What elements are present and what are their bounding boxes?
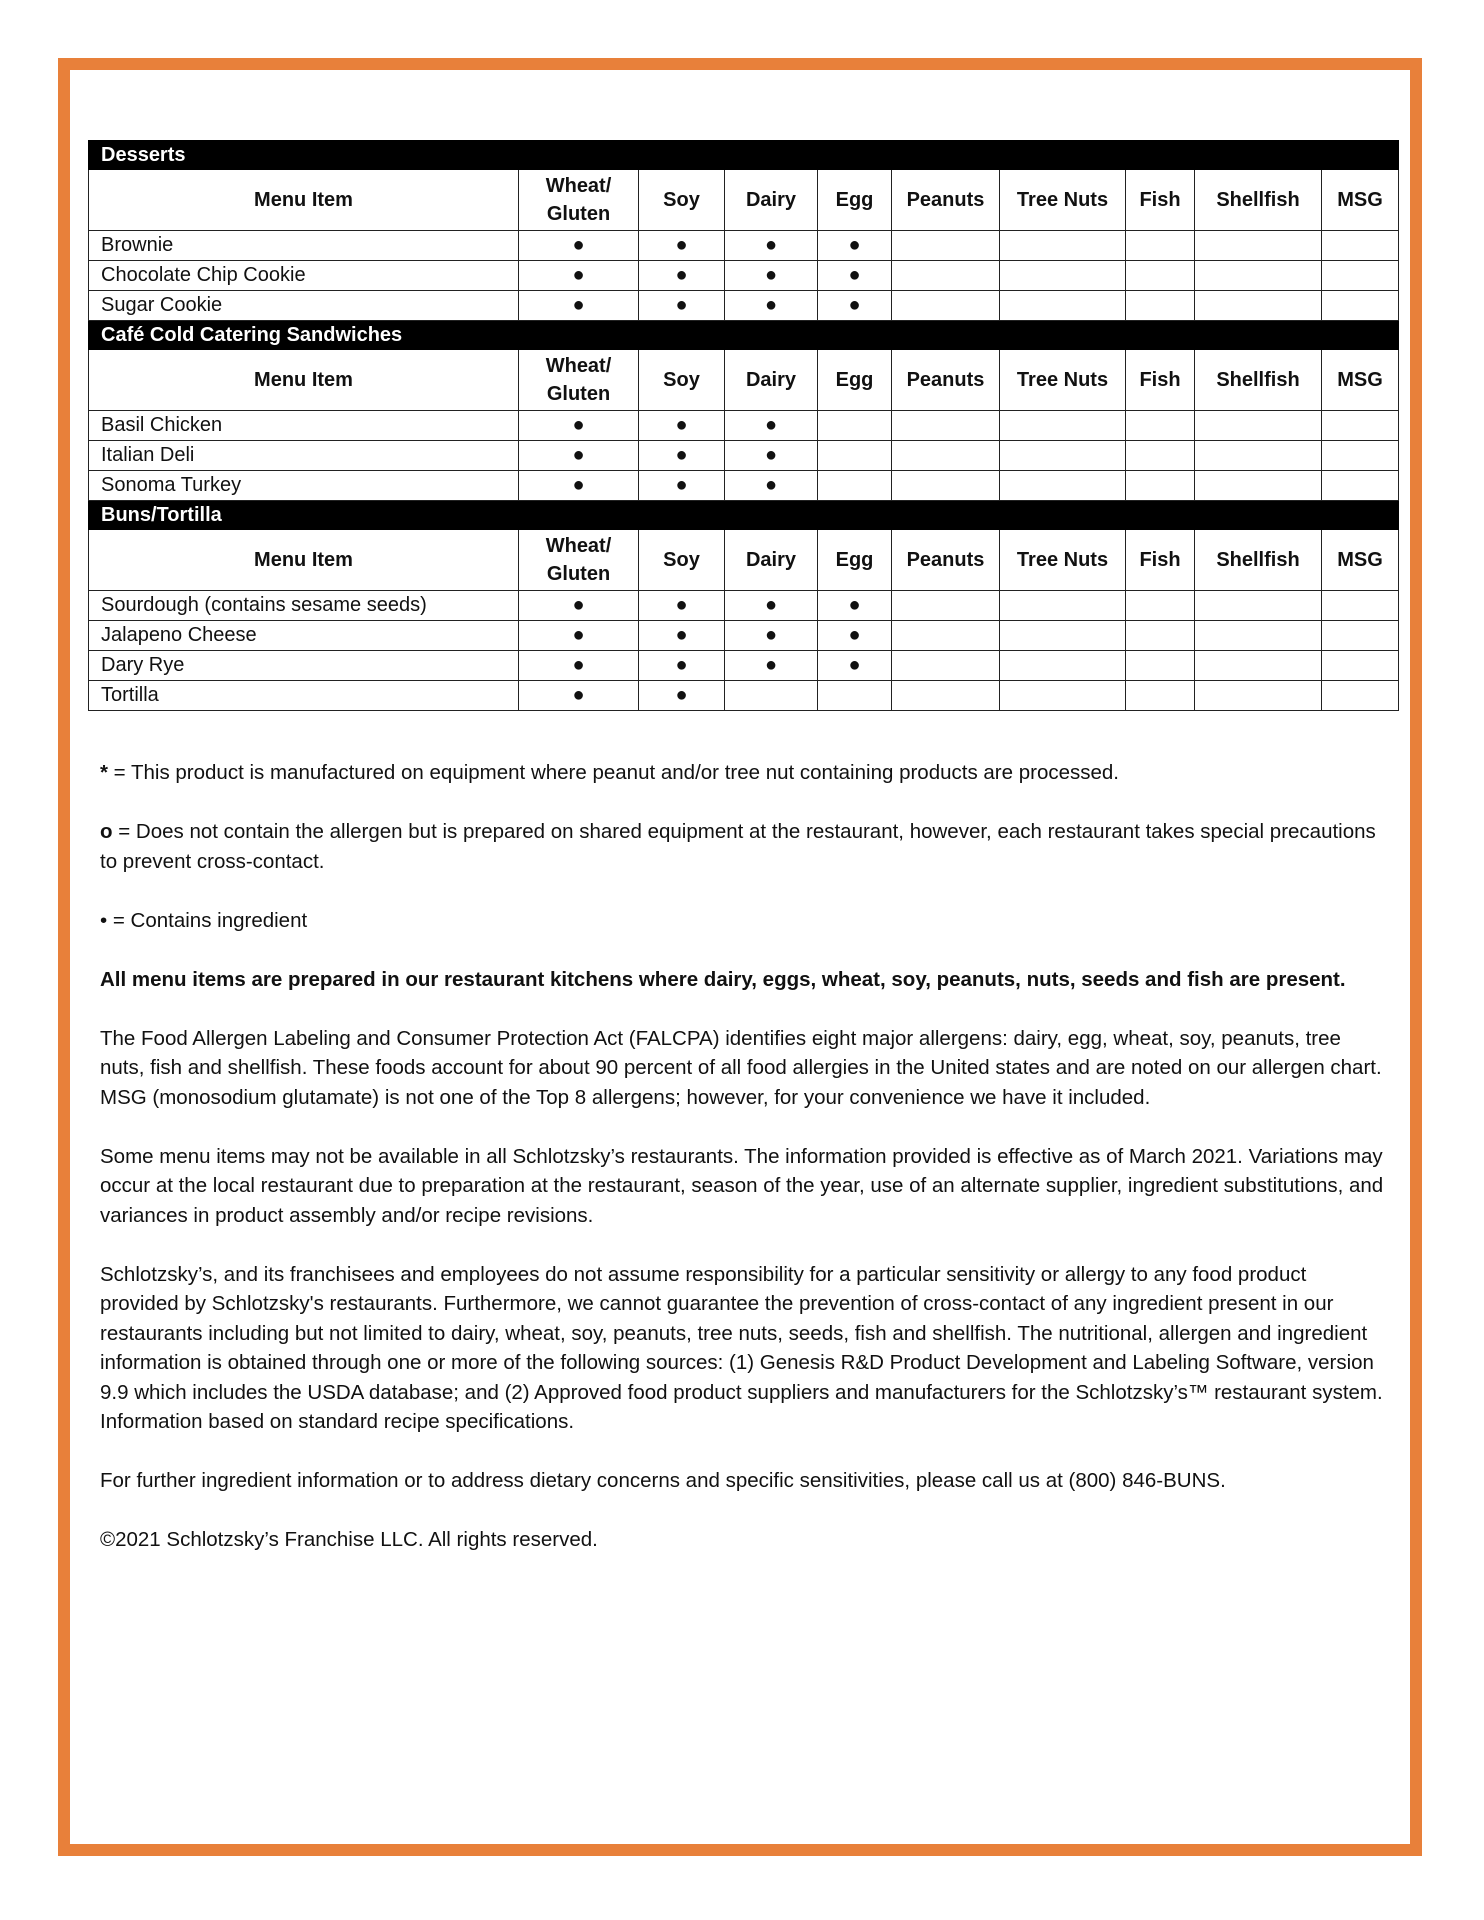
section-title: Desserts (89, 141, 1399, 170)
column-header: MSG (1322, 170, 1399, 231)
contains-dot: ● (519, 681, 639, 711)
empty-cell (1195, 261, 1322, 291)
contains-dot: ● (519, 441, 639, 471)
column-header: Tree Nuts (1000, 170, 1126, 231)
contains-dot: ● (818, 291, 892, 321)
empty-cell (1000, 441, 1126, 471)
contains-dot: ● (639, 651, 725, 681)
contains-dot: ● (725, 441, 818, 471)
empty-cell (1322, 651, 1399, 681)
section-header-row (89, 501, 1399, 530)
contains-dot: ● (639, 681, 725, 711)
contains-dot: ● (725, 261, 818, 291)
contains-dot: ● (725, 591, 818, 621)
column-header-row (89, 170, 1399, 231)
menu-item-name: Chocolate Chip Cookie (89, 261, 519, 291)
allergen-chart (88, 140, 1398, 711)
section-header-row (89, 141, 1399, 170)
contains-dot: ● (519, 471, 639, 501)
contains-dot: ● (519, 231, 639, 261)
empty-cell (892, 261, 1000, 291)
column-header: Soy (639, 170, 725, 231)
contact-paragraph: For further ingredient information or to address dietary concerns and specific sensitivities, please call us at (800) 846-BUNS. (100, 1469, 1226, 1492)
menu-item-name: Brownie (89, 231, 519, 261)
empty-cell (1195, 621, 1322, 651)
contains-dot: ● (639, 231, 725, 261)
menu-item-name: Dary Rye (89, 651, 519, 681)
menu-item-name: Sonoma Turkey (89, 471, 519, 501)
column-header-row (89, 530, 1399, 591)
contains-dot: ● (519, 411, 639, 441)
empty-cell (1000, 291, 1126, 321)
notes-section (100, 758, 1390, 1584)
contains-dot: ● (639, 471, 725, 501)
column-header: Shellfish (1195, 170, 1322, 231)
table-row (89, 291, 1399, 321)
table-row (89, 441, 1399, 471)
contains-dot: ● (818, 231, 892, 261)
column-header: Egg (818, 350, 892, 411)
menu-item-name: Sugar Cookie (89, 291, 519, 321)
empty-cell (1000, 621, 1126, 651)
empty-cell (892, 621, 1000, 651)
section-title: Buns/Tortilla (89, 501, 1399, 530)
contains-dot: ● (818, 591, 892, 621)
table-row (89, 621, 1399, 651)
contains-dot: ● (725, 621, 818, 651)
contains-dot: ● (818, 621, 892, 651)
empty-cell (892, 471, 1000, 501)
empty-cell (892, 441, 1000, 471)
menu-item-name: Jalapeno Cheese (89, 621, 519, 651)
empty-cell (892, 681, 1000, 711)
empty-cell (1322, 291, 1399, 321)
empty-cell (892, 591, 1000, 621)
empty-cell (1126, 291, 1195, 321)
empty-cell (1195, 291, 1322, 321)
empty-cell (818, 441, 892, 471)
empty-cell (1322, 441, 1399, 471)
table-row (89, 411, 1399, 441)
column-header: Fish (1126, 170, 1195, 231)
empty-cell (1195, 651, 1322, 681)
empty-cell (1195, 441, 1322, 471)
allergen-table (88, 140, 1399, 711)
contains-dot: ● (639, 261, 725, 291)
contains-dot: ● (725, 291, 818, 321)
empty-cell (1000, 591, 1126, 621)
contains-dot: ● (725, 651, 818, 681)
empty-cell (1000, 471, 1126, 501)
column-header: Peanuts (892, 170, 1000, 231)
empty-cell (1126, 411, 1195, 441)
column-header: Peanuts (892, 350, 1000, 411)
contains-dot: ● (519, 291, 639, 321)
menu-item-name: Sourdough (contains sesame seeds) (89, 591, 519, 621)
table-row (89, 471, 1399, 501)
column-header: Menu Item (89, 530, 519, 591)
empty-cell (1000, 651, 1126, 681)
empty-cell (818, 411, 892, 441)
contains-dot: ● (519, 651, 639, 681)
column-header: Soy (639, 530, 725, 591)
column-header: Menu Item (89, 170, 519, 231)
empty-cell (1000, 681, 1126, 711)
empty-cell (1000, 411, 1126, 441)
column-header: Shellfish (1195, 530, 1322, 591)
contains-dot: ● (725, 471, 818, 501)
table-row (89, 681, 1399, 711)
empty-cell (1195, 591, 1322, 621)
empty-cell (1322, 621, 1399, 651)
contains-dot: ● (639, 411, 725, 441)
column-header: Peanuts (892, 530, 1000, 591)
empty-cell (1195, 471, 1322, 501)
column-header: MSG (1322, 530, 1399, 591)
shared-equipment-note: o = Does not contain the allergen but is prepared on shared equipment at the restaurant, however, each restaurant takes special precautions to prevent cross-contact. (100, 820, 1376, 873)
empty-cell (1126, 591, 1195, 621)
contains-dot: ● (519, 621, 639, 651)
column-header: Tree Nuts (1000, 350, 1126, 411)
column-header: MSG (1322, 350, 1399, 411)
column-header: Egg (818, 170, 892, 231)
column-header: Tree Nuts (1000, 530, 1126, 591)
table-row (89, 591, 1399, 621)
column-header: Dairy (725, 170, 818, 231)
contains-dot: ● (519, 261, 639, 291)
kitchen-warning: All menu items are prepared in our restaurant kitchens where dairy, eggs, wheat, soy, peanuts, nuts, seeds and fish are present. (100, 967, 1346, 991)
column-header-row (89, 350, 1399, 411)
column-header: Wheat/ Gluten (519, 170, 639, 231)
table-row (89, 651, 1399, 681)
menu-item-name: Basil Chicken (89, 411, 519, 441)
column-header: Fish (1126, 350, 1195, 411)
empty-cell (1322, 411, 1399, 441)
empty-cell (1322, 591, 1399, 621)
empty-cell (725, 681, 818, 711)
empty-cell (892, 291, 1000, 321)
empty-cell (1126, 651, 1195, 681)
column-header: Egg (818, 530, 892, 591)
empty-cell (818, 471, 892, 501)
empty-cell (1195, 411, 1322, 441)
empty-cell (1126, 471, 1195, 501)
empty-cell (892, 411, 1000, 441)
empty-cell (892, 651, 1000, 681)
empty-cell (1000, 261, 1126, 291)
empty-cell (1322, 231, 1399, 261)
section-title: Café Cold Catering Sandwiches (89, 321, 1399, 350)
asterisk-note: * = This product is manufactured on equipment where peanut and/or tree nut containing products are processed. (100, 761, 1119, 784)
column-header: Wheat/ Gluten (519, 350, 639, 411)
contains-dot: ● (725, 411, 818, 441)
table-row (89, 231, 1399, 261)
column-header: Fish (1126, 530, 1195, 591)
column-header: Wheat/ Gluten (519, 530, 639, 591)
contains-dot: ● (639, 291, 725, 321)
empty-cell (1322, 681, 1399, 711)
copyright: ©2021 Schlotzsky’s Franchise LLC. All rights reserved. (100, 1528, 598, 1551)
contains-dot: ● (639, 441, 725, 471)
menu-item-name: Tortilla (89, 681, 519, 711)
column-header: Shellfish (1195, 350, 1322, 411)
column-header: Dairy (725, 350, 818, 411)
contains-dot: ● (639, 621, 725, 651)
contains-dot: ● (519, 591, 639, 621)
empty-cell (818, 681, 892, 711)
menu-item-name: Italian Deli (89, 441, 519, 471)
column-header: Soy (639, 350, 725, 411)
contains-note: • = Contains ingredient (100, 908, 308, 932)
empty-cell (1195, 681, 1322, 711)
empty-cell (1126, 261, 1195, 291)
table-row (89, 261, 1399, 291)
contains-dot: ● (639, 591, 725, 621)
empty-cell (1000, 231, 1126, 261)
falcpa-paragraph: The Food Allergen Labeling and Consumer Protection Act (FALCPA) identifies eight major allergens: dairy, egg, wheat, soy, peanuts, tree nuts, fish and shellfish. These foods account for about 90 percent of all food allergies in the United states and are noted on our allergen chart. MSG (monosodium glutamate) is not one of the Top 8 allergens; however, for your convenience we have it included. (100, 1026, 1382, 1109)
column-header: Dairy (725, 530, 818, 591)
empty-cell (1126, 441, 1195, 471)
disclaimer-paragraph: Schlotzsky’s, and its franchisees and employees do not assume responsibility for a particular sensitivity or allergy to any food product provided by Schlotzsky's restaurants. Furthermore, we cannot guarantee the prevention of cross-contact of any ingredient present in our restaurants including but not limited to dairy, wheat, soy, peanuts, tree nuts, seeds, fish and shellfish. The nutritional, allergen and ingredient information is obtained through one or more of the following sources: (1) Genesis R&D Product Development and Labeling Software, version 9.9 which includes the USDA database; and (2) Approved food product suppliers and manufacturers for the Schlotzsky’s™ restaurant system. Information based on standard recipe specifications. (100, 1262, 1383, 1433)
empty-cell (1195, 231, 1322, 261)
column-header: Menu Item (89, 350, 519, 411)
empty-cell (892, 231, 1000, 261)
contains-dot: ● (725, 231, 818, 261)
empty-cell (1322, 261, 1399, 291)
section-header-row (89, 321, 1399, 350)
empty-cell (1126, 231, 1195, 261)
availability-paragraph: Some menu items may not be available in all Schlotzsky’s restaurants. The information provided is effective as of March 2021. Variations may occur at the local restaurant due to preparation at the restaurant, season of the year, use of an alternate supplier, ingredient substitutions, and variances in product assembly and/or recipe revisions. (100, 1144, 1384, 1227)
contains-dot: ● (818, 651, 892, 681)
empty-cell (1126, 681, 1195, 711)
empty-cell (1322, 471, 1399, 501)
empty-cell (1126, 621, 1195, 651)
contains-dot: ● (818, 261, 892, 291)
